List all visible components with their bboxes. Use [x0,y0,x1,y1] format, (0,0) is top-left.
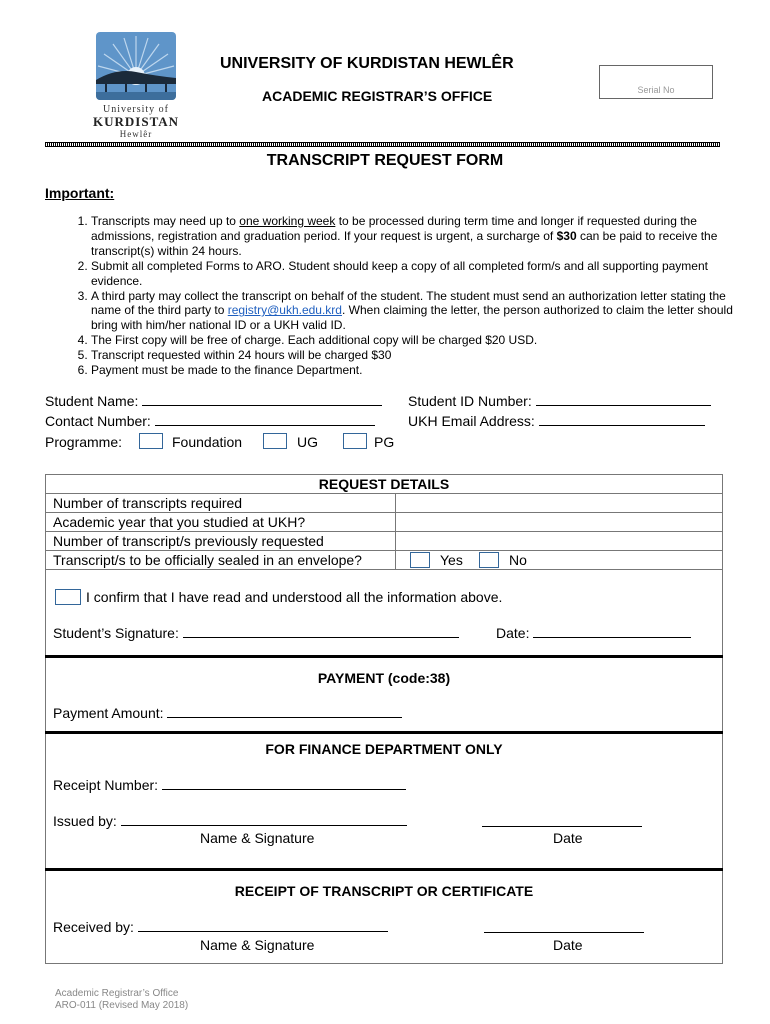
date-label: Date: [496,625,530,641]
form-title: TRANSCRIPT REQUEST FORM [266,152,504,169]
issued-date-caption: Date [553,830,583,846]
contact-number-input[interactable] [155,413,375,426]
receipt-number-label: Receipt Number: [53,777,159,793]
student-signature-input[interactable] [183,625,459,638]
university-logo [93,32,179,144]
list-item: 5. Transcript requested within 24 hours will be charged $30 [91,348,746,363]
issued-date-input[interactable] [482,814,642,827]
confirm-checkbox[interactable] [55,589,81,605]
university-name: UNIVERSITY OF KURDISTAN HEWLÊR [220,55,514,72]
payment-amount-input[interactable] [167,705,402,718]
payment-title: PAYMENT (code:38) [317,670,451,686]
instructions-list [60,214,746,378]
received-by-row [53,919,388,935]
request-details-table [45,474,723,570]
signature-row [53,625,459,641]
transcripts-required-input[interactable] [396,494,723,513]
issued-by-input[interactable] [121,813,407,826]
section-divider [45,868,723,871]
logo-text-university-of: University of [102,104,170,115]
list-item: 6. Payment must be made to the finance Department. [91,363,746,378]
payment-amount-label: Payment Amount: [53,705,164,721]
ug-label: UG [297,434,318,450]
receipt-title: RECEIPT OF TRANSCRIPT OR CERTIFICATE [234,883,534,899]
received-date-input[interactable] [484,920,644,933]
received-name-signature-caption: Name & Signature [200,937,315,953]
pg-checkbox[interactable] [343,433,367,449]
ukh-email-row [408,413,705,429]
issued-by-row [53,813,407,829]
student-name-input[interactable] [142,393,382,406]
registry-email-link[interactable]: registry@ukh.edu.krd [227,303,342,318]
no-checkbox[interactable] [479,552,499,568]
receipt-number-input[interactable] [162,777,406,790]
ukh-email-label: UKH Email Address: [408,413,535,429]
office-name: ACADEMIC REGISTRAR’S OFFICE [262,88,493,104]
list-item: 3. A third party may collect the transcript on behalf of the student. The student must send an authorization letter stating the name of the third party to registry@ukh.edu.krd. When claiming the letter, the person authorized to claim the letter should bring with him/her national ID or a UKH valid ID. [91,289,746,334]
footer-form-code: ARO-011 (Revised May 2018) [55,1000,189,1011]
sunburst-bridge-icon [96,32,176,100]
academic-year-input[interactable] [396,513,723,532]
table-row [46,513,723,532]
payment-amount-row [53,705,402,721]
section-divider [45,655,723,658]
issued-by-label: Issued by: [53,813,117,829]
footer-office: Academic Registrar’s Office [55,988,179,999]
contact-number-row [45,413,375,429]
foundation-label: Foundation [172,434,243,450]
receipt-number-row [53,777,406,793]
serial-number-field[interactable]: Serial No [599,65,713,99]
date-input[interactable] [533,625,691,638]
ug-checkbox[interactable] [263,433,287,449]
programme-label: Programme: [45,434,123,450]
transcripts-required-label: Number of transcripts required [46,494,396,513]
student-id-input[interactable] [536,393,711,406]
contact-number-label: Contact Number: [45,413,151,429]
pg-label: PG [374,434,395,450]
logo-text-hewler: Hewlêr [119,129,153,139]
important-heading: Important: [45,185,115,201]
student-id-row [408,393,711,409]
foundation-checkbox[interactable] [139,433,163,449]
issued-name-signature-caption: Name & Signature [200,830,315,846]
student-signature-label: Student’s Signature: [53,625,179,641]
header-divider [45,142,720,147]
confirm-text: I confirm that I have read and understood all the information above. [86,589,503,605]
student-id-label: Student ID Number: [408,393,532,409]
student-name-row [45,393,382,409]
ukh-email-input[interactable] [539,413,705,426]
received-by-input[interactable] [138,919,388,932]
table-row [46,532,723,551]
previous-requests-input[interactable] [396,532,723,551]
previous-requests-label: Number of transcript/s previously requested [46,532,396,551]
logo-text-kurdistan: KURDISTAN [93,114,180,129]
table-row [46,551,723,570]
received-date-caption: Date [553,937,583,953]
student-name-label: Student Name: [45,393,139,409]
date-row [496,625,691,641]
yes-checkbox[interactable] [410,552,430,568]
yes-label: Yes [440,552,463,568]
request-details-title: REQUEST DETAILS [46,475,723,494]
received-by-label: Received by: [53,919,134,935]
sealed-envelope-options [396,551,723,570]
list-item: 4. The First copy will be free of charge. Each additional copy will be charged $20 USD. [91,333,746,348]
no-label: No [509,552,527,568]
sealed-envelope-label: Transcript/s to be officially sealed in an envelope? [46,551,396,570]
logo-emblem [96,32,176,100]
academic-year-label: Academic year that you studied at UKH? [46,513,396,532]
list-item: 2. Submit all completed Forms to ARO. Student should keep a copy of all completed form/s and all supporting payment evidence. [91,259,746,289]
finance-title: FOR FINANCE DEPARTMENT ONLY [265,741,503,757]
table-row [46,494,723,513]
section-divider [45,731,723,734]
list-item: 1. Transcripts may need up to one working week to be processed during term time and longer if requested during the admissions, registration and graduation period. If your request is urgent, a surcharge of $30 can be paid to receive the transcript(s) within 24 hours. [91,214,746,259]
